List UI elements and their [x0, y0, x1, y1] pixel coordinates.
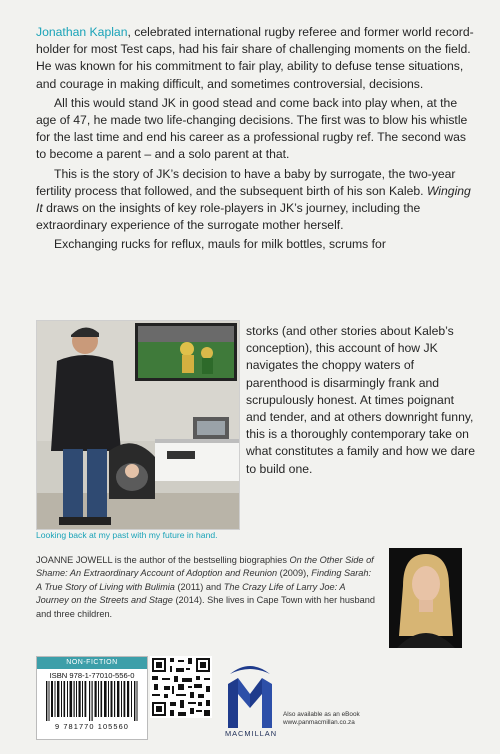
qr-code-graphic — [150, 656, 212, 718]
blurb-paragraph-1-text: , celebrated international rugby referee and former world record-holder for most Test caps, had his fair share of challenging moments on the field. He was known for his commitment to fair play, ability to defuse tense situations, and courage in making difficult, and sometimes controversial, decisions. — [36, 25, 474, 91]
bio-text-4: (2014). She lives in Cape Town with her husband and three children. — [36, 595, 375, 619]
author-subject-name: Jonathan Kaplan — [36, 25, 128, 39]
isbn-digits: 9 781770 105560 — [54, 722, 130, 731]
publisher-name: MACMILLAN — [224, 729, 278, 738]
qr-code-icon — [150, 656, 212, 718]
photo-father-with-baby — [36, 320, 240, 530]
blurb-paragraph-2: All this would stand JK in good stead and come back into play when, at the age of 47, he made two life-changing decisions. The first was to blow his whistle for the last time and end his career as a professional rugby ref. The second was to become a parent – and a solo parent at that. — [36, 95, 468, 162]
blurb-paragraph-3-end: draws on the insights of key role-players in JK’s journey, including the extraordinary experience of the surrogate mother herself. — [36, 201, 421, 233]
publisher-info — [283, 711, 360, 728]
photo-caption: Looking back at my past with my future in hand. — [36, 530, 218, 540]
bio-book-3: The Crazy Life of Larry Joe: A Journey on the Streets and Stage — [36, 581, 346, 606]
isbn-block — [36, 656, 148, 740]
author-portrait-illustration — [389, 548, 462, 648]
publisher-website: www.panmacmillan.co.za — [283, 719, 355, 727]
bio-text-1: JOANNE JOWELL is the author of the bestselling biographies — [36, 555, 290, 565]
blurb-paragraph-4-lead: Exchanging rucks for reflux, mauls for milk bottles, scrums for — [54, 237, 386, 252]
photo-illustration — [37, 321, 239, 529]
bio-book-2: Finding Sarah: A True Story of Living with Bulimia — [36, 568, 372, 592]
side-text-paragraph: storks (and other stories about Kaleb’s conception), this account of how JK navigates the choppy waters of parenthood is disarmingly frank and scrupulously honest. At times poignant and tender, and at others downright funny, this is a thoroughly contemporary take on what constitutes a family and how we dare to build one. — [246, 324, 475, 476]
category-band: NON-FICTION — [37, 657, 147, 669]
isbn-label: ISBN 978-1-77010-556-0 — [49, 671, 135, 680]
blurb-paragraph-1 — [36, 24, 476, 93]
barcode-icon — [44, 681, 140, 721]
macmillan-m-icon — [226, 664, 274, 730]
blurb — [36, 24, 476, 256]
bio-text-2: (2009), — [277, 568, 312, 579]
blurb-paragraph-3-start: This is the story of JK’s decision to have a baby by surrogate, the two-year fertility process that followed, and the subsequent birth of his son Kaleb. — [36, 166, 456, 198]
bio-book-1: On the Other Side of Shame: An Extraordinary Account of Adoption and Reunion — [36, 555, 374, 579]
macmillan-logo — [226, 664, 274, 730]
author-photo — [389, 548, 462, 648]
book-title: Winging It — [36, 183, 471, 216]
bio-text-3: (2011) and — [174, 581, 224, 592]
ebook-note: Also available as an eBook — [283, 711, 360, 718]
blurb-paragraph-3 — [36, 166, 476, 235]
author-bio — [36, 554, 376, 621]
side-text — [246, 323, 476, 478]
